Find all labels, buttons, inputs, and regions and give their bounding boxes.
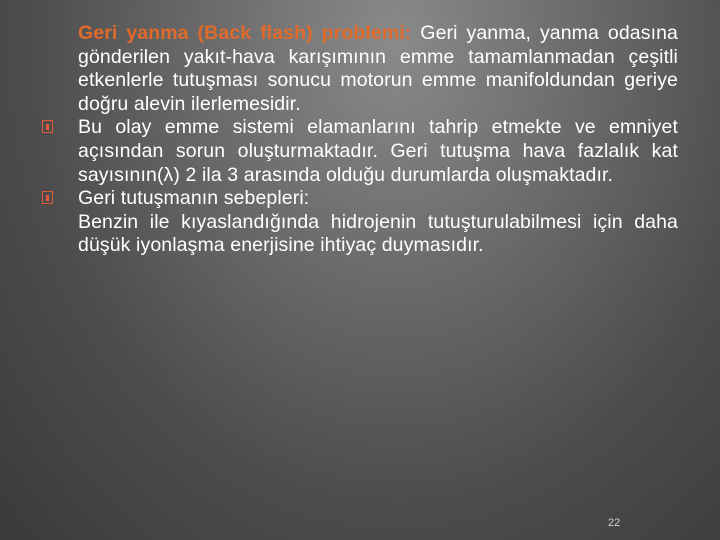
- back-flash-heading: Geri yanma (Back flash) problemi:: [78, 22, 412, 44]
- page-number: 22: [608, 517, 621, 529]
- causes-text: Benzin ile kıyaslandığında hidrojenin tutuşturulabilmesi için daha düşük iyonlaşma enerjisine ihtiyaç duymasıdır.: [78, 210, 678, 257]
- slide-content: [62, 22, 678, 258]
- paragraph-causes: [62, 187, 678, 258]
- square-bullet-icon: [42, 191, 53, 204]
- causes-heading: Geri tutuşmanın sebepleri:: [78, 187, 310, 210]
- paragraph-intake-damage: [62, 116, 678, 187]
- back-flash-text: Geri yanma, yanma odasına gönderilen yakıt-hava karışımının emme tamamlanmadan çeşitli etkenlerle tutuşması sonucu motorun emme manifoldundan geriye doğru alevin ilerlemesidir.: [78, 22, 678, 115]
- square-bullet-icon: [42, 120, 53, 133]
- paragraph-back-flash: [62, 22, 678, 116]
- intake-damage-text: Bu olay emme sistemi elamanlarını tahrip etmekte ve emniyet açısından sorun oluşturmaktadır. Geri tutuşma hava fazlalık kat sayısının(λ) 2 ila 3 arasında olduğu durumlarda oluşmaktadır.: [78, 116, 678, 186]
